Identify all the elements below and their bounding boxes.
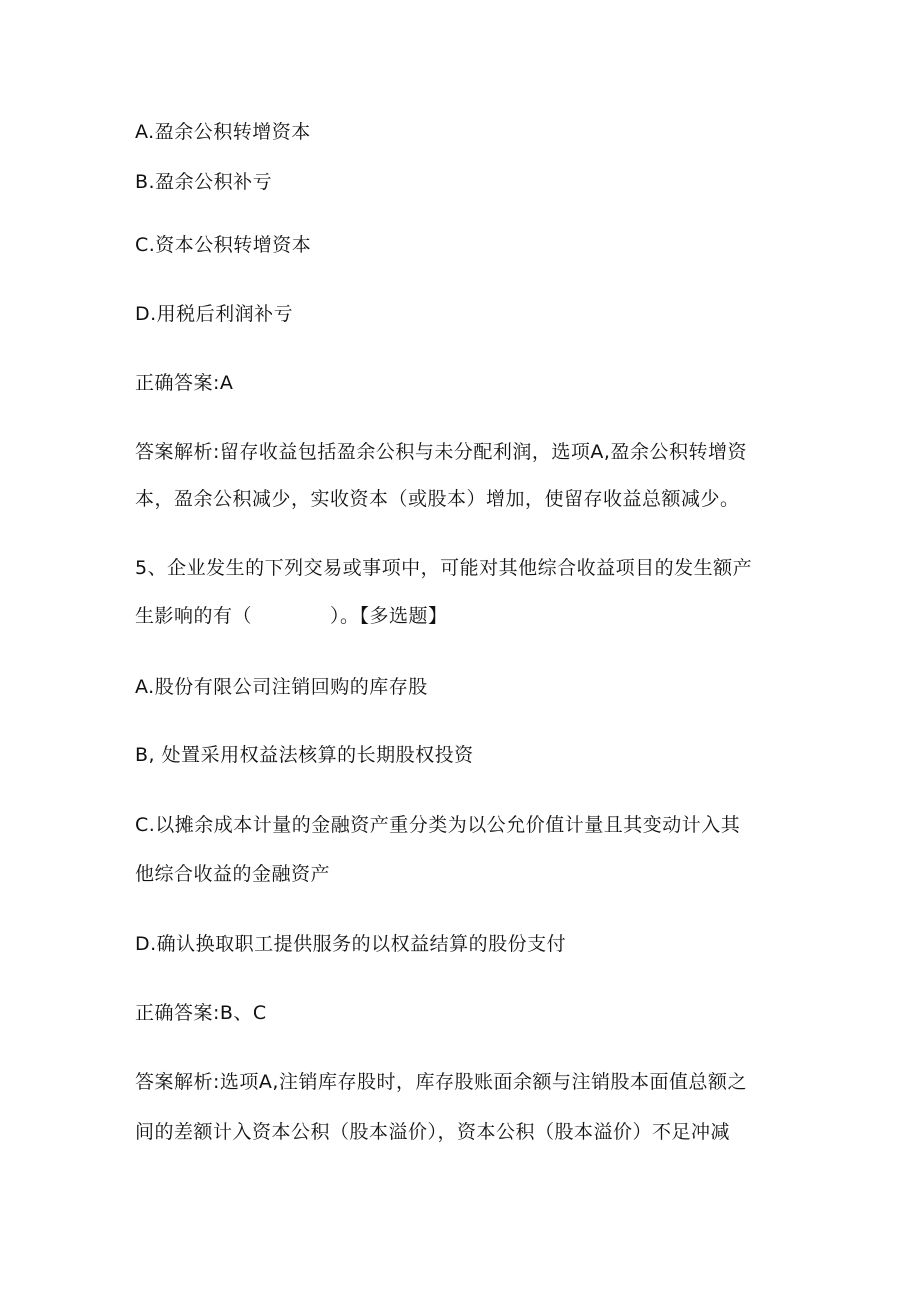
q5-answer: 正确答案:B、C: [135, 1002, 267, 1024]
q4-option-c: C.资本公积转增资本: [135, 234, 312, 256]
q4-option-b: B.盈余公积补亏: [135, 171, 273, 193]
q5-option-b: B, 处置采用权益法核算的长期股权投资: [135, 744, 474, 766]
q5-explanation-line1: 答案解析:选项A,注销库存股时，库存股账面余额与注销股本面值总额之: [135, 1071, 747, 1093]
q5-option-c-line1: C.以摊余成本计量的金融资产重分类为以公允价值计量且其变动计入其: [135, 814, 741, 836]
q4-option-a: A.盈余公积转增资本: [135, 121, 311, 143]
q5-option-c-line2: 他综合收益的金融资产: [135, 863, 331, 885]
q4-option-d: D.用税后利润补亏: [135, 303, 294, 325]
q4-answer: 正确答案:A: [135, 372, 234, 394]
q5-question-line1: 5、企业发生的下列交易或事项中，可能对其他综合收益项目的发生额产: [135, 557, 753, 579]
q5-explanation-line2: 间的差额计入资本公积（股本溢价），资本公积（股本溢价）不足冲减: [135, 1121, 731, 1143]
q4-explanation-line2: 本，盈余公积减少，实收资本（或股本）增加，使留存收益总额减少。: [135, 488, 740, 510]
q5-option-a: A.股份有限公司注销回购的库存股: [135, 676, 428, 698]
q5-question-line2: 生影响的有（ ）。【多选题】: [135, 605, 448, 627]
q4-explanation-line1: 答案解析:留存收益包括盈余公积与未分配利润，选项A,盈余公积转增资: [135, 441, 747, 463]
q5-option-d: D.确认换取职工提供服务的以权益结算的股份支付: [135, 933, 567, 955]
